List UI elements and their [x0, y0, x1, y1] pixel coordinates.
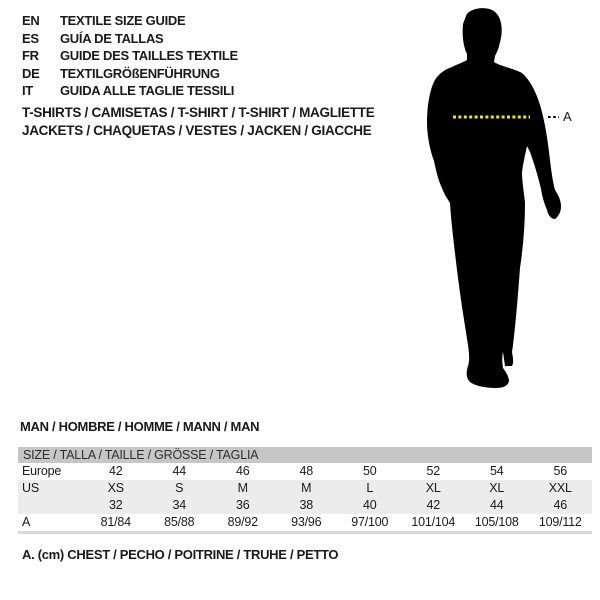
- table-cell: L: [366, 481, 374, 495]
- table-cell: S: [175, 481, 184, 495]
- measurement-footnote: A. (cm) CHEST / PECHO / POITRINE / TRUHE / PETTO: [22, 547, 339, 562]
- language-title: GUÍA DE TALLAS: [60, 30, 164, 46]
- row-label: US: [22, 481, 39, 495]
- table-cell: 105/108: [474, 515, 519, 529]
- table-cell: 109/112: [538, 515, 582, 529]
- size-table-header: SIZE / TALLA / TAILLE / GRÖSSE / TAGLIA: [18, 447, 592, 463]
- table-cell: 42: [426, 498, 440, 512]
- table-cell: 46: [553, 498, 567, 512]
- table-cell: 56: [553, 464, 567, 478]
- table-cell: 97/100: [351, 515, 389, 529]
- category-jackets: JACKETS / CHAQUETAS / VESTES / JACKEN / GIACCHE: [22, 123, 372, 138]
- language-code: DE: [22, 65, 40, 81]
- table-cell: M: [301, 481, 312, 495]
- man-silhouette: [427, 8, 561, 388]
- language-code: EN: [22, 13, 40, 28]
- measure-label-a: A: [563, 109, 572, 124]
- table-cell: 46: [235, 464, 250, 478]
- table-cell: 32: [108, 498, 123, 512]
- table-cell: XL: [425, 481, 441, 495]
- table-cell: 48: [299, 464, 313, 478]
- table-cell: M: [237, 481, 248, 495]
- table-row-europe: [18, 463, 592, 480]
- language-row: [22, 82, 238, 100]
- table-cell: 89/92: [227, 515, 258, 529]
- language-row: [22, 12, 238, 30]
- table-cell: XXL: [548, 481, 572, 495]
- table-cell: 36: [235, 498, 250, 512]
- size-table: [18, 447, 592, 534]
- row-label: [18, 497, 84, 514]
- language-title: GUIDE DES TAILLES TEXTILE: [60, 48, 238, 64]
- language-row: [22, 47, 238, 65]
- table-row-us: [18, 480, 592, 497]
- language-code: IT: [22, 83, 33, 99]
- table-cell: 44: [172, 464, 186, 478]
- table-cell: 34: [172, 498, 186, 512]
- table-cell: 44: [489, 498, 504, 512]
- man-silhouette-figure: [410, 0, 600, 400]
- table-cell: 54: [489, 464, 504, 478]
- table-cell: 40: [362, 498, 377, 512]
- table-cell: 81/84: [100, 515, 131, 529]
- table-cell: 52: [426, 464, 440, 478]
- table-cell: 42: [108, 464, 123, 478]
- table-cell: 38: [299, 498, 313, 512]
- table-cell: 50: [362, 464, 377, 478]
- garment-categories: [22, 104, 374, 140]
- table-cell: XS: [107, 481, 124, 495]
- row-label: Europe: [22, 464, 62, 478]
- language-title: GUIDA ALLE TAGLIE TESSILI: [60, 83, 235, 99]
- language-title: TEXTILGRÖßENFÜHRUNG: [60, 65, 220, 81]
- category-tshirts: T-SHIRTS / CAMISETAS / T-SHIRT / T-SHIRT / MAGLIETTE: [22, 105, 375, 120]
- table-cell: 93/96: [291, 515, 322, 529]
- table-row-chest: [18, 514, 592, 534]
- section-heading: MAN / HOMBRE / HOMME / MANN / MAN: [20, 419, 260, 434]
- language-row: [22, 30, 238, 48]
- language-code: ES: [22, 30, 39, 46]
- row-label: A: [22, 515, 31, 529]
- table-row-numeric: [18, 497, 592, 514]
- language-row: [22, 65, 238, 83]
- language-code: FR: [22, 48, 39, 64]
- table-cell: XL: [489, 481, 505, 495]
- language-title: TEXTILE SIZE GUIDE: [60, 13, 186, 28]
- language-list: [22, 12, 238, 100]
- table-cell: 85/88: [164, 515, 195, 529]
- table-cell: 101/104: [411, 515, 456, 529]
